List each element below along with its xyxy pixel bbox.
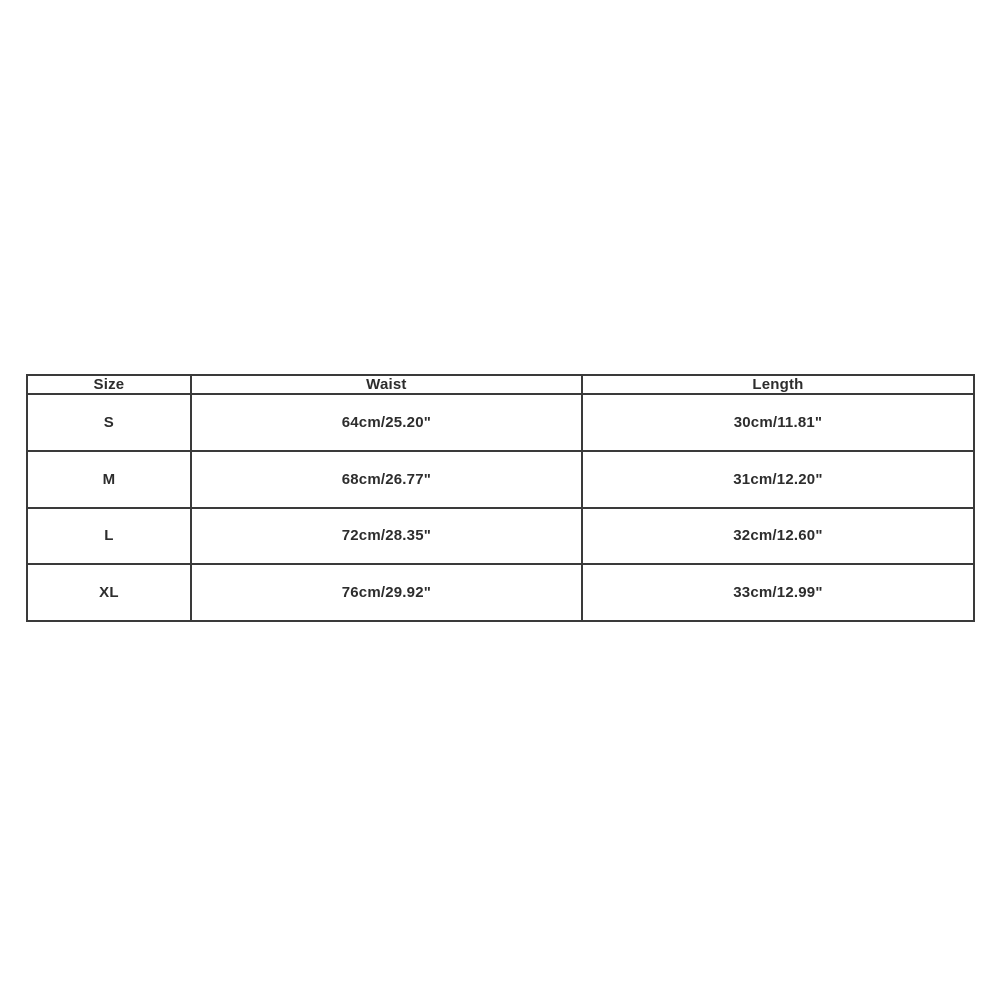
cell-size: M — [27, 451, 191, 508]
header-cell-waist: Waist — [191, 375, 582, 394]
cell-waist: 72cm/28.35" — [191, 508, 582, 565]
table-row-l — [27, 508, 974, 565]
cell-size: L — [27, 508, 191, 565]
table-row-xl — [27, 564, 974, 621]
cell-length: 32cm/12.60" — [582, 508, 974, 565]
cell-waist: 64cm/25.20" — [191, 394, 582, 451]
cell-length: 31cm/12.20" — [582, 451, 974, 508]
header-cell-length: Length — [582, 375, 974, 394]
header-cell-size: Size — [27, 375, 191, 394]
cell-length: 33cm/12.99" — [582, 564, 974, 621]
table-row-m — [27, 451, 974, 508]
size-chart-table — [26, 374, 975, 622]
cell-size: S — [27, 394, 191, 451]
cell-length: 30cm/11.81" — [582, 394, 974, 451]
table-row-s — [27, 394, 974, 451]
size-chart-header-row — [27, 375, 974, 394]
cell-waist: 76cm/29.92" — [191, 564, 582, 621]
cell-size: XL — [27, 564, 191, 621]
cell-waist: 68cm/26.77" — [191, 451, 582, 508]
